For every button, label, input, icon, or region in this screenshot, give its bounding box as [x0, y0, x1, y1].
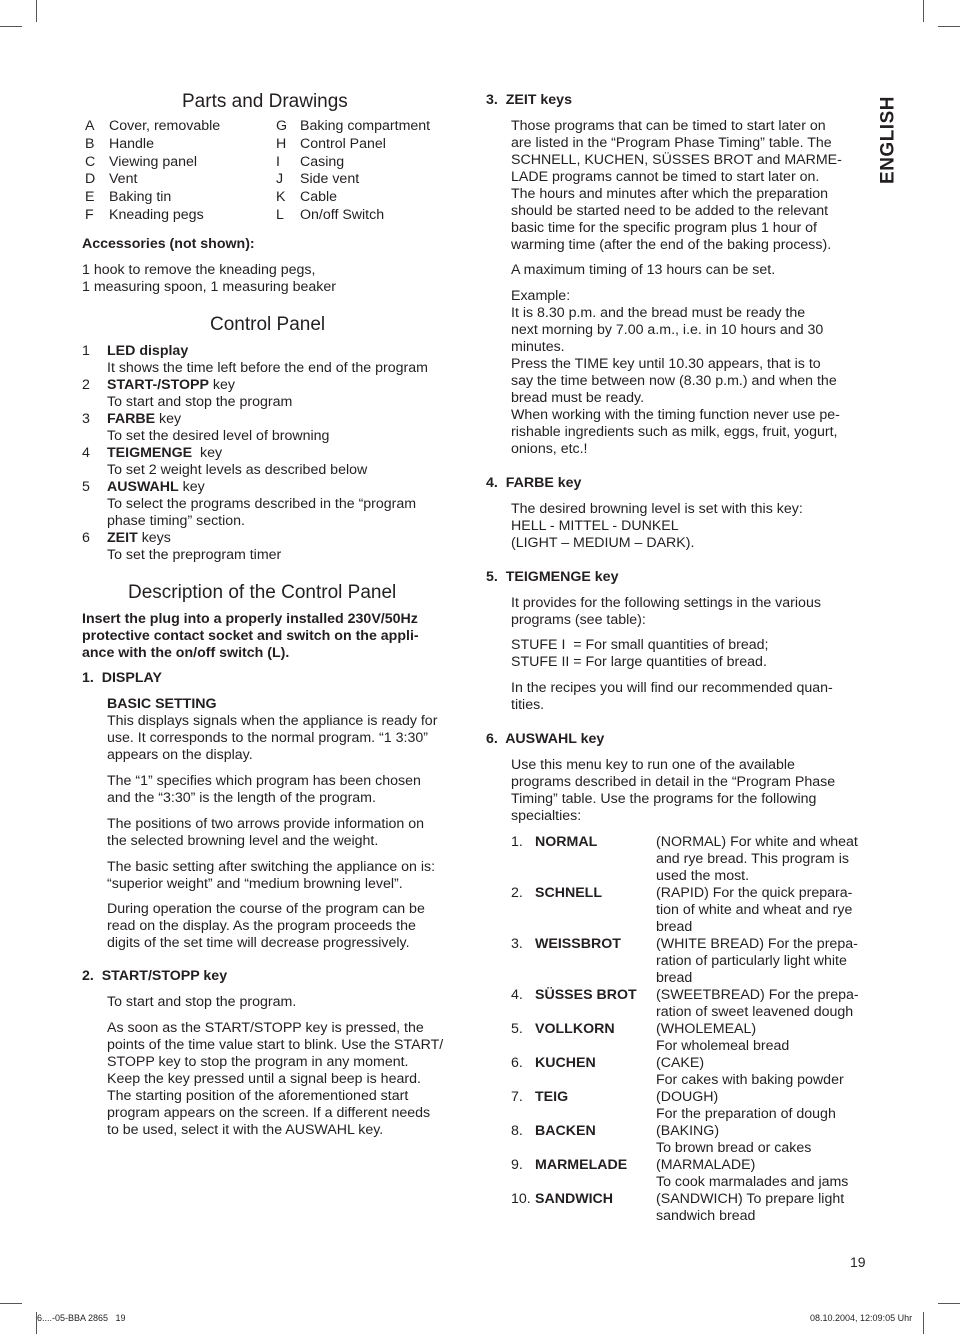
- parts-row: [276, 189, 476, 207]
- program-number: 4.: [511, 987, 523, 1003]
- crop-mark: [923, 0, 924, 22]
- text-line: To start and stop the program.: [107, 994, 297, 1010]
- parts-row: [276, 118, 476, 136]
- item-number: 6: [82, 530, 90, 546]
- text-line: SCHNELL, KUCHEN, SÜSSES BROT and MARME-: [511, 152, 842, 168]
- text-line: (LIGHT – MEDIUM – DARK).: [511, 535, 695, 551]
- text-line: The hours and minutes after which the preparation: [511, 186, 829, 202]
- part-label: Side vent: [300, 171, 360, 188]
- item-description: To select the programs described in the “program: [107, 496, 417, 512]
- crop-mark: [938, 1303, 960, 1304]
- text-line: bread must be ready.: [511, 390, 645, 406]
- text-line: This displays signals when the appliance is ready for: [107, 713, 438, 729]
- text-line: For cakes with baking powder: [656, 1072, 844, 1088]
- program-number: 2.: [511, 885, 523, 901]
- crop-mark: [0, 1303, 22, 1304]
- program-item: [511, 1021, 881, 1055]
- page-number: 19: [850, 1254, 866, 1270]
- section-heading-teigmenge: 5. TEIGMENGE key: [486, 569, 619, 585]
- text-line: During operation the course of the program can be: [107, 901, 425, 917]
- item-key-name: START-/STOPP: [107, 377, 209, 393]
- text-line: As soon as the START/STOPP key is pressed, the: [107, 1020, 424, 1036]
- program-name: MARMELADE: [535, 1157, 628, 1173]
- text-line: HELL - MITTEL - DUNKEL: [511, 518, 679, 534]
- parts-row: [276, 154, 476, 172]
- text-line: Example:: [511, 288, 571, 304]
- control-panel-item: [82, 343, 472, 377]
- program-number: 8.: [511, 1123, 523, 1139]
- parts-row: [276, 207, 476, 225]
- text-line: Keep the key pressed until a signal beep is heard.: [107, 1071, 421, 1087]
- text-line: Insert the plug into a properly installed 230V/50Hz: [82, 611, 418, 627]
- part-letter: E: [85, 189, 95, 206]
- part-label: Casing: [300, 153, 345, 170]
- item-key-suffix: key: [208, 377, 235, 393]
- item-number: 2: [82, 377, 90, 393]
- parts-row: [85, 118, 275, 136]
- program-number: 9.: [511, 1157, 523, 1173]
- text-line: points of the time value start to blink. Use the START/: [107, 1037, 444, 1053]
- program-description: [656, 1157, 881, 1191]
- text-line: The positions of two arrows provide information on: [107, 816, 425, 832]
- text-line: sandwich bread: [656, 1208, 756, 1224]
- part-letter: B: [85, 135, 95, 152]
- side-tab-language: [877, 95, 899, 185]
- part-letter: F: [85, 206, 94, 223]
- program-description: [656, 834, 881, 885]
- program-description: [656, 1123, 881, 1157]
- control-panel-item: [82, 411, 472, 445]
- program-item: [511, 936, 881, 987]
- text-line: Use this menu key to run one of the available: [511, 757, 795, 773]
- program-name: WEISSBROT: [535, 936, 621, 952]
- program-item: [511, 1055, 881, 1089]
- text-line: digits of the set time will decrease progressively.: [107, 935, 410, 951]
- side-tab-label: ENGLISH: [877, 96, 899, 184]
- program-number: 1.: [511, 834, 523, 850]
- text-line: use. It corresponds to the normal program. “1 3:30”: [107, 730, 428, 746]
- part-label: Baking tin: [109, 189, 172, 206]
- section-heading-display: 1. DISPLAY: [82, 670, 162, 686]
- footer-timestamp: 08.10.2004, 12:09:05 Uhr: [810, 1313, 913, 1323]
- text-line: (BAKING): [656, 1123, 720, 1139]
- crop-mark: [923, 1312, 924, 1334]
- item-heading: [107, 411, 472, 428]
- parts-row: [85, 136, 275, 154]
- item-key-suffix: key: [178, 479, 205, 495]
- text-line: To brown bread or cakes: [656, 1140, 812, 1156]
- text-line: next morning by 7.00 a.m., i.e. in 10 hours and 30: [511, 322, 824, 338]
- text-line: To cook marmalades and jams: [656, 1174, 849, 1190]
- item-heading: [107, 377, 472, 394]
- text-line: read on the display. As the program proceeds the: [107, 918, 416, 934]
- parts-row: [276, 171, 476, 189]
- text-line: rishable ingredients such as milk, eggs, fruit, yogurt,: [511, 424, 838, 440]
- text-line: tion of white and wheat and rye: [656, 902, 853, 918]
- text-line: For the preparation of dough: [656, 1106, 836, 1122]
- program-item: [511, 987, 881, 1021]
- text-line: ration of sweet leavened dough: [656, 1004, 854, 1020]
- section-heading-zeit: 3. ZEIT keys: [486, 92, 572, 108]
- item-description: To set 2 weight levels as described below: [107, 462, 368, 478]
- paragraph: [511, 262, 871, 279]
- paragraph: [107, 773, 477, 807]
- text-line: STUFE II = For large quantities of bread.: [511, 654, 767, 670]
- program-number: 7.: [511, 1089, 523, 1105]
- program-item: [511, 1123, 881, 1157]
- parts-list-right: [276, 118, 476, 225]
- text-line: It provides for the following settings in the various: [511, 595, 821, 611]
- item-key-suffix: key: [155, 411, 182, 427]
- paragraph: [511, 680, 871, 714]
- control-panel-title: Control Panel: [210, 314, 326, 335]
- text-line: When working with the timing function never use pe-: [511, 407, 840, 423]
- part-letter: H: [276, 135, 287, 152]
- text-line: It is 8.30 p.m. and the bread must be ready the: [511, 305, 806, 321]
- text-line: basic time for the specific program plus 1 hour of: [511, 220, 817, 236]
- program-item: [511, 834, 881, 885]
- text-line: The desired browning level is set with this key:: [511, 501, 803, 517]
- part-letter: L: [276, 206, 284, 223]
- program-name: BACKEN: [535, 1123, 596, 1139]
- item-heading: [107, 530, 472, 547]
- part-label: Viewing panel: [109, 153, 198, 170]
- section-heading-farbe: 4. FARBE key: [486, 475, 582, 491]
- text-line: bread: [656, 919, 693, 935]
- parts-list-left: [85, 118, 275, 225]
- part-label: Vent: [109, 171, 138, 188]
- text-line: (SWEETBREAD) For the prepa-: [656, 987, 859, 1003]
- text-line: bread: [656, 970, 693, 986]
- item-description: To set the preprogram timer: [107, 547, 282, 563]
- item-key-name: AUSWAHL: [107, 479, 179, 495]
- basic-setting-subheading: BASIC SETTING: [107, 696, 217, 712]
- text-line: (CAKE): [656, 1055, 705, 1071]
- program-item: [511, 885, 881, 936]
- item-number: 5: [82, 479, 90, 495]
- paragraph: [107, 859, 477, 893]
- text-line: the selected browning level and the weight.: [107, 833, 379, 849]
- item-description: It shows the time left before the end of the program: [107, 360, 428, 376]
- part-letter: D: [85, 171, 96, 188]
- text-line: minutes.: [511, 339, 565, 355]
- control-panel-list: [82, 343, 472, 564]
- program-name: NORMAL: [535, 834, 598, 850]
- item-key-name: ZEIT: [107, 530, 138, 546]
- program-number: 3.: [511, 936, 523, 952]
- part-label: Baking compartment: [300, 118, 431, 134]
- text-line: The starting position of the aforementioned start: [107, 1088, 409, 1104]
- part-letter: G: [276, 118, 288, 134]
- program-description: [656, 1055, 881, 1089]
- text-line: “superior weight” and “medium browning level”.: [107, 876, 403, 892]
- description-intro: [82, 611, 472, 662]
- paragraph: [107, 994, 477, 1011]
- text-line: LADE programs cannot be timed to start later on.: [511, 169, 820, 185]
- text-line: appears on the display.: [107, 747, 253, 763]
- program-item: [511, 1089, 881, 1123]
- item-heading: [107, 343, 472, 360]
- program-description: [656, 987, 881, 1021]
- paragraph: [107, 816, 477, 850]
- text-line: (WHOLEMEAL): [656, 1021, 757, 1037]
- accessories-line: 1 hook to remove the kneading pegs,: [82, 262, 316, 278]
- paragraph: [511, 501, 871, 552]
- part-letter: K: [276, 189, 286, 206]
- parts-row: [276, 136, 476, 154]
- text-line: ance with the on/off switch (L).: [82, 645, 290, 661]
- footer-file-ref: 6....-05-BBA 2865 19: [37, 1313, 126, 1323]
- program-name: KUCHEN: [535, 1055, 596, 1071]
- section-heading-auswahl: 6. AUSWAHL key: [486, 731, 605, 747]
- text-line: A maximum timing of 13 hours can be set.: [511, 262, 776, 278]
- program-description: [656, 1191, 881, 1225]
- crop-mark: [938, 26, 960, 27]
- part-letter: A: [85, 118, 95, 134]
- text-line: For wholemeal bread: [656, 1038, 790, 1054]
- text-line: and the “3:30” is the length of the program.: [107, 790, 376, 806]
- parts-title: Parts and Drawings: [182, 91, 348, 112]
- text-line: (WHITE BREAD) For the prepa-: [656, 936, 858, 952]
- paragraph: [511, 118, 871, 254]
- parts-row: [85, 171, 275, 189]
- accessories-line: 1 measuring spoon, 1 measuring beaker: [82, 279, 336, 295]
- item-number: 4: [82, 445, 90, 461]
- part-letter: J: [276, 171, 284, 188]
- program-number: 5.: [511, 1021, 523, 1037]
- program-description: [656, 1089, 881, 1123]
- part-label: Control Panel: [300, 135, 386, 152]
- text-line: are listed in the “Program Phase Timing” table. The: [511, 135, 832, 151]
- part-label: Cover, removable: [109, 118, 221, 134]
- parts-row: [85, 154, 275, 172]
- text-line: used the most.: [656, 868, 750, 884]
- control-panel-item: [82, 377, 472, 411]
- item-description: phase timing” section.: [107, 513, 246, 529]
- text-line: warming time (after the end of the baking process).: [511, 237, 832, 253]
- text-line: and rye bread. This program is: [656, 851, 849, 867]
- accessories-heading: Accessories (not shown):: [82, 236, 255, 252]
- text-line: protective contact socket and switch on the appli-: [82, 628, 419, 644]
- item-key-name: TEIGMENGE: [107, 445, 193, 461]
- text-line: (DOUGH): [656, 1089, 719, 1105]
- item-key-suffix: key: [192, 445, 223, 461]
- item-number: 3: [82, 411, 90, 427]
- crop-mark: [36, 0, 37, 22]
- item-description: To set the desired level of browning: [107, 428, 330, 444]
- program-name: VOLLKORN: [535, 1021, 615, 1037]
- part-label: Kneading pegs: [109, 206, 204, 223]
- text-line: Those programs that can be timed to start later on: [511, 118, 826, 134]
- text-line: The “1” specifies which program has been chosen: [107, 773, 421, 789]
- program-description: [656, 936, 881, 987]
- text-line: programs described in detail in the “Program Phase: [511, 774, 836, 790]
- text-line: ration of particularly light white: [656, 953, 847, 969]
- paragraph: [107, 713, 477, 764]
- program-name: SANDWICH: [535, 1191, 614, 1207]
- item-number: 1: [82, 343, 90, 359]
- program-item: [511, 1191, 881, 1225]
- text-line: tities.: [511, 697, 545, 713]
- program-list: [511, 834, 881, 1225]
- program-name: TEIG: [535, 1089, 569, 1105]
- paragraph: [511, 757, 871, 825]
- description-title: Description of the Control Panel: [128, 582, 397, 603]
- item-key-suffix: keys: [137, 530, 171, 546]
- paragraph: [511, 595, 871, 629]
- program-description: [656, 1021, 881, 1055]
- item-heading: [107, 479, 472, 496]
- text-line: should be started need to be added to the relevant: [511, 203, 829, 219]
- program-number: 10.: [511, 1191, 531, 1207]
- control-panel-item: [82, 445, 472, 479]
- text-line: (RAPID) For the quick prepara-: [656, 885, 853, 901]
- item-key-name: LED display: [107, 343, 189, 359]
- text-line: STOPP key to stop the program in any moment.: [107, 1054, 409, 1070]
- text-line: program appears on the screen. If a different needs: [107, 1105, 431, 1121]
- control-panel-item: [82, 530, 472, 564]
- part-label: On/off Switch: [300, 206, 385, 223]
- control-panel-item: [82, 479, 472, 530]
- program-name: SÜSSES BROT: [535, 987, 637, 1003]
- parts-row: [85, 207, 275, 225]
- text-line: Press the TIME key until 10.30 appears, that is to: [511, 356, 821, 372]
- paragraph: [107, 901, 477, 952]
- text-line: to be used, select it with the AUSWAHL key.: [107, 1122, 384, 1138]
- text-line: STUFE I = For small quantities of bread;: [511, 637, 769, 653]
- paragraph: [511, 637, 871, 671]
- section-heading-start-stopp: 2. START/STOPP key: [82, 968, 228, 984]
- program-description: [656, 885, 881, 936]
- text-line: (MARMALADE): [656, 1157, 756, 1173]
- text-line: say the time between now (8.30 p.m.) and when the: [511, 373, 837, 389]
- program-name: SCHNELL: [535, 885, 602, 901]
- text-line: programs (see table):: [511, 612, 646, 628]
- text-line: (SANDWICH) To prepare light: [656, 1191, 845, 1207]
- item-description: To start and stop the program: [107, 394, 293, 410]
- part-label: Cable: [300, 189, 338, 206]
- text-line: The basic setting after switching the appliance on is:: [107, 859, 436, 875]
- text-line: specialties:: [511, 808, 582, 824]
- text-line: onions, etc.!: [511, 441, 588, 457]
- text-line: Timing” table. Use the programs for the following: [511, 791, 817, 807]
- part-label: Handle: [109, 135, 154, 152]
- paragraph: [107, 1020, 477, 1139]
- paragraph: [511, 288, 871, 458]
- program-number: 6.: [511, 1055, 523, 1071]
- part-letter: I: [276, 153, 280, 170]
- crop-mark: [0, 26, 22, 27]
- item-heading: [107, 445, 472, 462]
- text-line: (NORMAL) For white and wheat: [656, 834, 858, 850]
- part-letter: C: [85, 153, 96, 170]
- program-item: [511, 1157, 881, 1191]
- parts-row: [85, 189, 275, 207]
- text-line: In the recipes you will find our recommended quan-: [511, 680, 833, 696]
- item-key-name: FARBE: [107, 411, 156, 427]
